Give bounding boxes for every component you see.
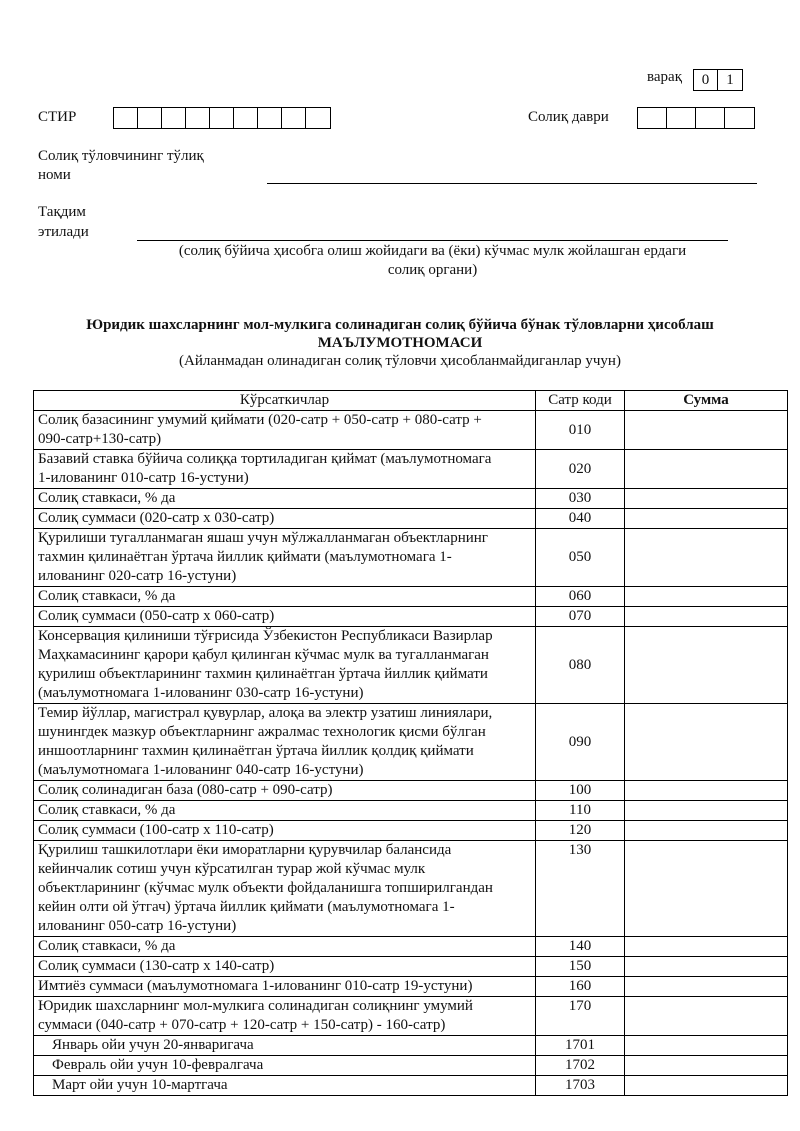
indicator-text-line: Солиқ суммаси (050-сатр х 060-сатр) (38, 608, 275, 624)
table-row (34, 587, 788, 607)
amount-input-cell[interactable] (625, 1056, 788, 1076)
indicator-text-line: Темир йўллар, магистрал қувурлар, алоқа ва электр узатиш линиялари, (38, 705, 493, 721)
amount-input-cell[interactable] (625, 607, 788, 627)
indicator-text-line: суммаси (040-сатр + 070-сатр + 120-сатр + 150-сатр) - 160-сатр) (38, 1017, 446, 1033)
indicator-cell (34, 997, 536, 1036)
amount-input-cell[interactable] (625, 977, 788, 997)
indicator-cell (34, 1076, 536, 1096)
row-code-cell: 050 (536, 529, 625, 587)
title-line-1: Юридик шахсларнинг мол-мулкига солинадиган солиқ бўйича бўнак тўловларни ҳисоблаш (86, 317, 714, 333)
table-row (34, 509, 788, 529)
row-code-cell: 150 (536, 957, 625, 977)
indicator-cell (34, 411, 536, 450)
indicators-table (33, 390, 788, 1096)
row-code-cell: 090 (536, 704, 625, 781)
table-row (34, 937, 788, 957)
table-row (34, 1056, 788, 1076)
document-title (0, 316, 800, 352)
indicator-text-line: Солиқ ставкаси, % да (38, 802, 176, 818)
header-indicator: Кўрсаткичлар (34, 391, 536, 411)
document-subtitle: (Айланмадан олинадиган солиқ тўловчи ҳисобланмайдиганлар учун) (179, 353, 621, 369)
table-row (34, 607, 788, 627)
amount-input-cell[interactable] (625, 957, 788, 977)
amount-input-cell[interactable] (625, 821, 788, 841)
indicator-text-line: Қурилиши тугалланмаган яшаш учун мўлжалланмаган объектларнинг (38, 530, 488, 546)
header-amount: Сумма (625, 391, 788, 411)
sheet-number-boxes[interactable] (693, 69, 743, 91)
tax-authority-note: (солиқ бўйича ҳисобга олиш жойидаги ва (ёки) кўчмас мулк жойлашган ердаги солиқ органи) (178, 243, 687, 278)
amount-input-cell[interactable] (625, 489, 788, 509)
amount-input-cell[interactable] (625, 1036, 788, 1056)
indicator-text-line: шунингдек мазкур объектларнинг ажралмас технологик қисми бўлган (38, 724, 486, 740)
table-row (34, 841, 788, 937)
indicator-cell (34, 957, 536, 977)
indicator-cell (34, 977, 536, 997)
indicator-text-line: илованинг 050-сатр 16-устуни) (38, 918, 237, 934)
amount-input-cell[interactable] (625, 529, 788, 587)
table-row (34, 1076, 788, 1096)
table-row (34, 627, 788, 704)
indicator-text-line: Қурилиш ташкилотлари ёки иморатларни қурувчилар балансида (38, 842, 452, 858)
row-code-cell: 060 (536, 587, 625, 607)
payer-name-label-2: номи (38, 167, 71, 183)
indicator-text-line: (маълумотномага 1-илованинг 030-сатр 16-устуни) (38, 685, 364, 701)
amount-input-cell[interactable] (625, 1076, 788, 1096)
indicator-cell (34, 781, 536, 801)
sheet-digit: 1 (726, 72, 734, 88)
row-code-cell: 160 (536, 977, 625, 997)
indicator-text-line: Солиқ суммаси (020-сатр х 030-сатр) (38, 510, 275, 526)
table-row (34, 529, 788, 587)
indicator-text-line: Март ойи учун 10-мартгача (52, 1077, 228, 1093)
row-code-cell: 1701 (536, 1036, 625, 1056)
indicator-text-line: Юридик шахсларнинг мол-мулкига солинадиган солиқнинг умумий (38, 998, 473, 1014)
indicator-text-line: Солиқ ставкаси, % да (38, 588, 176, 604)
amount-input-cell[interactable] (625, 509, 788, 529)
title-line-2: МАЪЛУМОТНОМАСИ (317, 335, 483, 351)
indicator-cell (34, 841, 536, 937)
indicator-cell (34, 1036, 536, 1056)
amount-input-cell[interactable] (625, 997, 788, 1036)
indicator-cell (34, 704, 536, 781)
indicator-cell (34, 450, 536, 489)
indicator-text-line: тахмин қилинаётган ўртача йиллик қиймати (маълумотномага 1- (38, 549, 452, 565)
row-code-cell: 1702 (536, 1056, 625, 1076)
indicator-cell (34, 801, 536, 821)
amount-input-cell[interactable] (625, 411, 788, 450)
tin-label: СТИР (38, 109, 77, 125)
table-row (34, 821, 788, 841)
indicator-text-line: Солиқ ставкаси, % да (38, 490, 176, 506)
table-row (34, 489, 788, 509)
indicator-text-line: Маҳкамасининг қарори қабул қилинган кўчмас мулк ва тугалланмаган (38, 647, 489, 663)
indicator-cell (34, 821, 536, 841)
amount-input-cell[interactable] (625, 450, 788, 489)
header-code: Сатр коди (536, 391, 625, 411)
row-code-cell: 140 (536, 937, 625, 957)
row-code-cell: 110 (536, 801, 625, 821)
table-row (34, 704, 788, 781)
tax-authority-field[interactable] (137, 240, 728, 241)
indicator-text-line: кейинчалик сотиш учун кўрсатилган турар жой кўчмас мулк (38, 861, 426, 877)
table-row (34, 411, 788, 450)
table-row (34, 977, 788, 997)
indicator-text-line: (маълумотномага 1-илованинг 040-сатр 16-устуни) (38, 762, 364, 778)
submitted-label-2: этилади (38, 224, 89, 240)
indicator-text-line: Солиқ ставкаси, % да (38, 938, 176, 954)
table-row (34, 781, 788, 801)
amount-input-cell[interactable] (625, 841, 788, 937)
tin-input-boxes[interactable] (113, 107, 331, 129)
indicator-text-line: Солиқ солинадиган база (080-сатр + 090-сатр) (38, 782, 333, 798)
row-code-cell: 130 (536, 841, 625, 937)
indicator-cell (34, 509, 536, 529)
amount-input-cell[interactable] (625, 627, 788, 704)
indicator-text-line: Имтиёз суммаси (маълумотномага 1-илованинг 010-сатр 19-устуни) (38, 978, 473, 994)
indicator-cell (34, 627, 536, 704)
indicator-text-line: 090-сатр+130-сатр) (38, 431, 162, 447)
payer-name-label-1: Солиқ тўловчининг тўлиқ (38, 148, 204, 164)
indicator-text-line: Базавий ставка бўйича солиққа тортиладиган қиймат (маълумотномага (38, 451, 492, 467)
indicator-text-line: кейин олти ой ўтгач) ўртача йиллик қиймати (маълумотномага 1- (38, 899, 455, 915)
row-code-cell: 120 (536, 821, 625, 841)
table-header-row (34, 391, 788, 411)
tax-period-boxes[interactable] (637, 107, 755, 129)
row-code-cell: 1703 (536, 1076, 625, 1096)
indicator-text-line: қурилиш объектларининг тахмин қилинаётган ўртача йиллик қиймати (38, 666, 488, 682)
indicator-cell (34, 587, 536, 607)
table-row (34, 957, 788, 977)
submitted-label-1: Тақдим (38, 204, 86, 220)
indicator-cell (34, 529, 536, 587)
row-code-cell: 080 (536, 627, 625, 704)
indicator-text-line: Консервация қилиниши тўғрисида Ўзбекистон Республикаси Вазирлар (38, 628, 493, 644)
amount-input-cell[interactable] (625, 937, 788, 957)
indicator-cell (34, 937, 536, 957)
row-code-cell: 100 (536, 781, 625, 801)
sheet-digit: 0 (694, 70, 718, 90)
row-code-cell: 170 (536, 997, 625, 1036)
row-code-cell: 040 (536, 509, 625, 529)
indicator-cell (34, 1056, 536, 1076)
table-row (34, 1036, 788, 1056)
table-row (34, 997, 788, 1036)
indicator-text-line: 1-илованинг 010-сатр 16-устуни) (38, 470, 249, 486)
payer-name-field[interactable] (267, 183, 757, 184)
indicator-text-line: Солиқ базасининг умумий қиймати (020-сатр + 050-сатр + 080-сатр + (38, 412, 482, 428)
table-row (34, 450, 788, 489)
indicator-text-line: илованинг 020-сатр 16-устуни) (38, 568, 237, 584)
indicator-text-line: Солиқ суммаси (130-сатр х 140-сатр) (38, 958, 275, 974)
sheet-label: варақ (647, 69, 682, 85)
row-code-cell: 070 (536, 607, 625, 627)
indicator-cell (34, 489, 536, 509)
tax-period-label: Солиқ даври (528, 109, 609, 125)
indicator-cell (34, 607, 536, 627)
indicator-text-line: объектларининг (кўчмас мулк объекти фойдаланишга топширилгандан (38, 880, 493, 896)
indicator-text-line: Январь ойи учун 20-январигача (52, 1037, 254, 1053)
row-code-cell: 020 (536, 450, 625, 489)
row-code-cell: 010 (536, 411, 625, 450)
amount-input-cell[interactable] (625, 587, 788, 607)
table-row (34, 801, 788, 821)
amount-input-cell[interactable] (625, 704, 788, 781)
indicator-text-line: Февраль ойи учун 10-февралгача (52, 1057, 264, 1073)
amount-input-cell[interactable] (625, 781, 788, 801)
indicator-text-line: иншоотларнинг тахмин қилинаётган ўртача йиллик қолдиқ қиймати (38, 743, 474, 759)
amount-input-cell[interactable] (625, 801, 788, 821)
indicator-text-line: Солиқ суммаси (100-сатр х 110-сатр) (38, 822, 274, 838)
row-code-cell: 030 (536, 489, 625, 509)
